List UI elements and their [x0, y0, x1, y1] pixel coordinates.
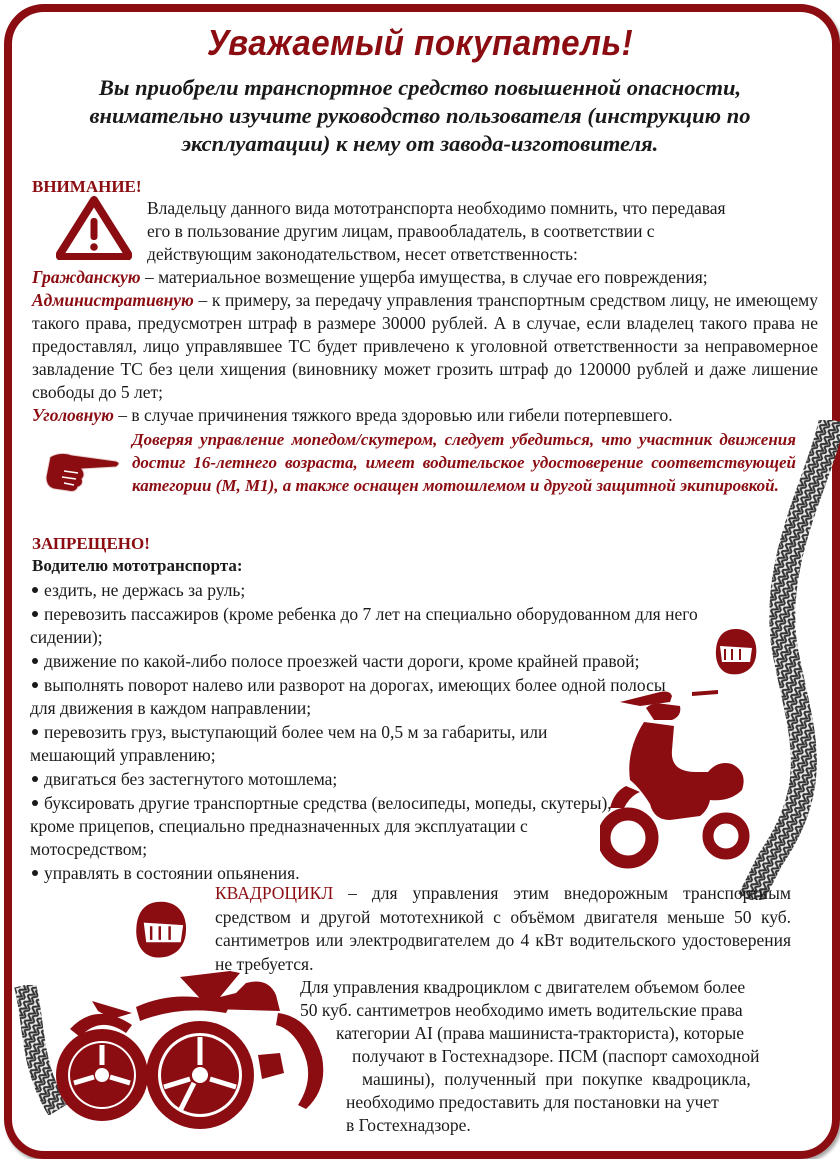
bullet-icon — [32, 587, 38, 593]
attention-intro: Владельцу данного вида мототранспорта необходимо помнить, что передавая его в пользование другим лицам, правообладатель, в соответствии с действующим законодательством, несет ответственность: — [147, 198, 726, 264]
bullet-icon — [32, 658, 38, 664]
scooter-illustration — [600, 680, 750, 880]
bullet-icon — [32, 682, 38, 688]
liability-criminal: Уголовную – в случае причинения тяжкого вреда здоровью или гибели потерпевшего. — [32, 405, 673, 425]
pointing-hand-icon — [42, 447, 124, 493]
list-item: перевозить пассажиров (кроме ребенка до 7 лет на специально оборудованном для него сидении); — [30, 604, 698, 647]
list-item: буксировать другие транспортные средства (велосипеды, мопеды, скутеры), кроме прицепов, специально предназначенных для эксплуатации с мотосредством; — [30, 793, 612, 859]
page-title: Уважаемый покупатель! — [206, 22, 634, 63]
list-item: выполнять поворот налево или разворот на дорогах, имеющих более одной полосы для движения в каждом направлении; — [30, 675, 666, 718]
age-notice: Доверяя управление мопедом/скутером, следует убедиться, что участник движения достиг 16-летнего возраста, имеет водительское удостоверение соответствующей категории (М, М1), а также оснащен мотошлемом и другой защитной экипировкой. — [132, 430, 796, 495]
attention-heading: ВНИМАНИЕ! — [32, 177, 142, 196]
bullet-icon — [32, 776, 38, 782]
liability-administrative: Административную – к примеру, за передачу управления транспортным средством лицу, не имеющему такого права, предусмотрен штраф в размере 30000 рублей. А в случае, если владелец такого права не предоставлял, лицо управлявшее ТС будет привлечено к уголовной ответственности за неправомерное завладение ТС без цели хищения (виновнику может грозить штраф до 120000 рублей и даже лишение свободы до 5 лет; — [32, 290, 818, 402]
atv-paragraph-1: КВАДРОЦИКЛ – для управления этим внедорожным транспортным средством и другой мототехникой с объёмом двигателя меньше 50 куб. сантиметров или электродвигателем до 4 кВт водительского удостоверения не требуется. — [215, 883, 791, 974]
list-item: ездить, не держась за руль; — [30, 579, 730, 602]
list-item: управлять в состоянии опьянения. — [30, 862, 730, 885]
list-item: двигаться без застегнутого мотошлема; — [30, 768, 730, 791]
bullet-icon — [32, 870, 38, 876]
warning-triangle-icon — [56, 196, 132, 260]
page-subtitle: Вы приобрели транспортное средство повышенной опасности, внимательно изучите руководство пользователя (инструкцию по эксплуатации) к нему от завода-изготовителя. — [89, 75, 751, 156]
list-item: перевозить груз, выступающий более чем на 0,5 м за габариты, или мешающий управлению; — [30, 722, 548, 765]
bullet-icon — [32, 800, 38, 806]
liability-civil: Гражданскую – материальное возмещение ущерба имущества, в случае его повреждения; — [32, 267, 708, 287]
helmet-icon — [130, 898, 192, 962]
bullet-icon — [32, 729, 38, 735]
atv-illustration — [40, 965, 340, 1135]
list-item: движение по какой-либо полосе проезжей части дороги, кроме крайней правой; — [30, 650, 730, 673]
forbidden-heading: ЗАПРЕЩЕНО! — [32, 534, 150, 553]
forbidden-subheading: Водителю мототранспорта: — [32, 556, 243, 575]
helmet-icon — [712, 626, 760, 678]
atv-paragraph-2: Для управления квадроциклом с двигателем объемом более 50 куб. сантиметров необходимо иметь водительские права категории AI (права машиниста-тракториста), которые получают в Гостехнадзоре. ПСМ (паспорт самоходной машины), полученный при покупке квадроцикла, необходимо предоставить для постановки на учет в Гостехнадзоре. — [300, 977, 760, 1135]
bullet-icon — [32, 611, 38, 617]
liabilities — [32, 266, 818, 427]
